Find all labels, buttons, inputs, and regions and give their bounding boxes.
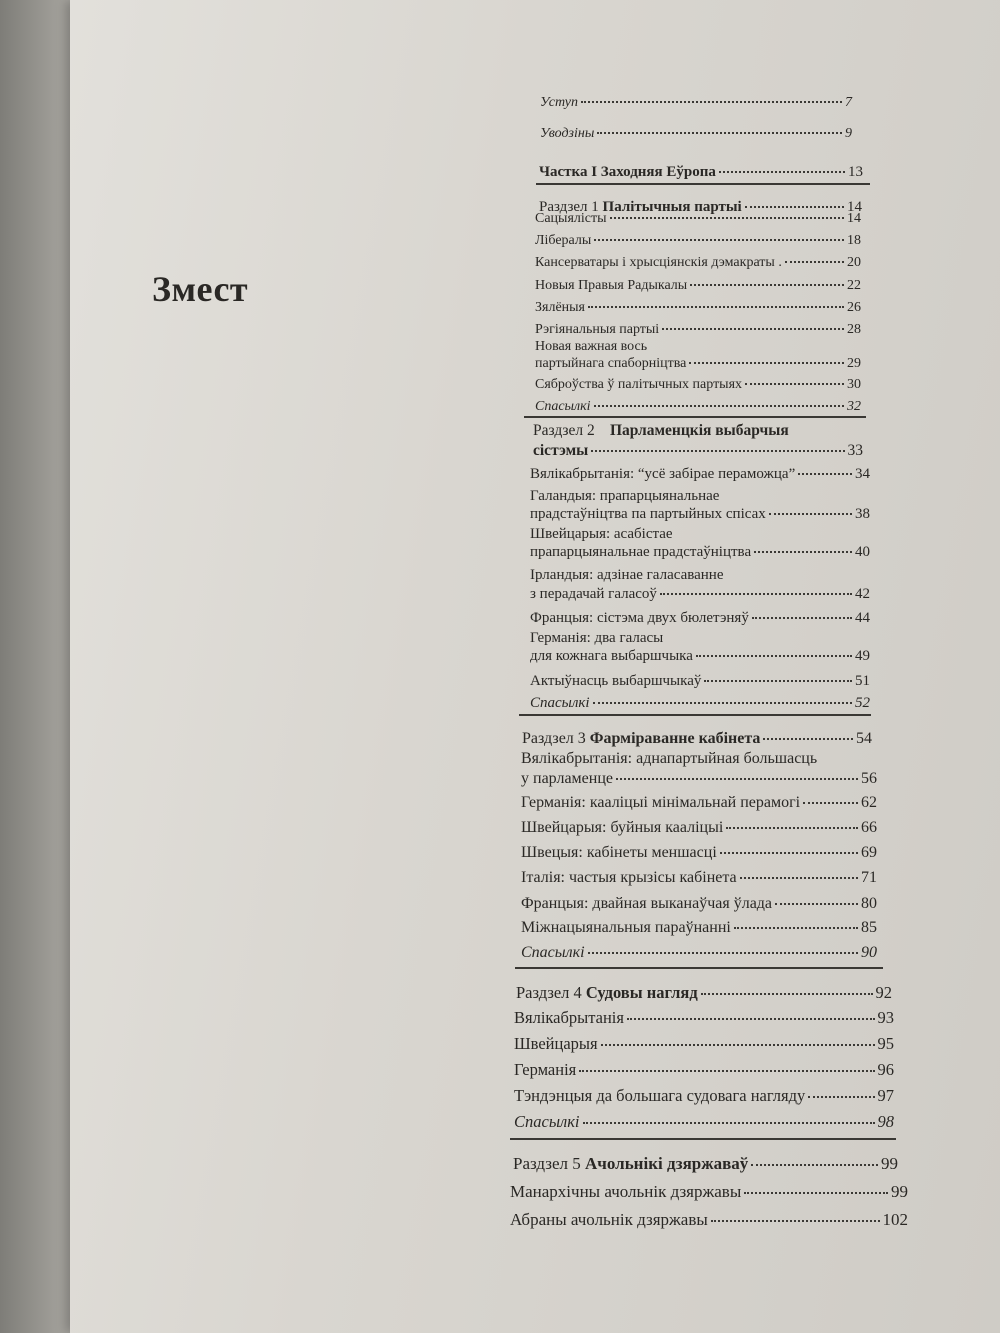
toc-s3-item-7-page-number: 85	[861, 919, 877, 936]
toc-s4-item-4	[514, 1114, 894, 1131]
toc-s4-item-3-leader-dots	[808, 1096, 874, 1098]
toc-s3-item-1-label: у парламенце	[521, 770, 613, 787]
toc-s4-item-0-page-number: 93	[877, 1008, 894, 1027]
toc-s2-item-1: Галандыя: прапарцыянальнае	[530, 488, 720, 504]
toc-s2-item-11-label: Спасылкі	[530, 695, 590, 711]
toc-s3-item-5-page-number: 71	[861, 869, 877, 886]
toc-s1-item-1-label: Лібералы	[535, 233, 592, 248]
toc-s2-item-3: Швейцарыя: асабістае	[530, 526, 673, 542]
toc-section-2-line1: Раздзел 2	[533, 422, 595, 439]
toc-s3-item-2-leader-dots	[803, 802, 858, 804]
toc-s1-item-6: Новая важная вось	[535, 339, 648, 354]
toc-section-2-leader-dots	[591, 450, 844, 452]
toc-s5-item-1-label: Абраны ачольнік дзяржавы	[510, 1210, 708, 1229]
toc-s4-item-2-leader-dots	[579, 1070, 874, 1072]
toc-s1-item-4	[535, 301, 861, 315]
toc-s2-item-11	[530, 696, 870, 711]
toc-s4-item-0	[514, 1010, 894, 1027]
toc-s2-item-6-leader-dots	[660, 593, 852, 595]
toc-s4-item-1	[514, 1036, 894, 1053]
toc-section-3-leader-dots	[763, 738, 853, 740]
toc-s3-item-0: Вялікабрытанія: аднапартыйная большасць	[521, 750, 818, 767]
toc-entry-uvodziny-leader-dots	[597, 132, 842, 134]
toc-s3-item-4	[521, 845, 877, 861]
toc-s1-item-7-leader-dots	[689, 362, 844, 364]
toc-section-2-page-number: 33	[847, 442, 863, 459]
toc-s2-item-6-label: з перадачай галасоў	[530, 586, 657, 602]
toc-s2-item-10-label: Актыўнасць выбаршчыкаў	[530, 673, 702, 689]
toc-section-5	[513, 1155, 898, 1172]
toc-entry-ustup	[540, 96, 852, 110]
toc-s3-item-4-page-number: 69	[861, 844, 877, 861]
toc-section-5-prefix: Раздзел 5	[513, 1154, 586, 1173]
toc-s4-item-4-label: Спасылкі	[514, 1112, 580, 1131]
toc-section-3	[522, 731, 872, 747]
toc-section-1-prefix: Раздзел 1	[539, 199, 603, 215]
toc-s3-item-3	[521, 820, 877, 836]
toc-s1-item-2-leader-dots	[785, 261, 844, 263]
toc-s3-item-6-leader-dots	[775, 903, 858, 905]
toc-section-3-prefix: Раздзел 3	[522, 730, 590, 747]
toc-part-1-page-number: 13	[848, 164, 863, 180]
toc-s1-item-1-leader-dots	[594, 239, 844, 241]
toc-entry-uvodziny	[540, 127, 852, 141]
toc-section-2	[533, 443, 863, 459]
toc-s4-item-2-label: Германія	[514, 1060, 577, 1079]
toc-section-2-title-line1: Парламенцкія выбарчыя	[610, 422, 789, 439]
toc-section-3-label	[522, 731, 760, 747]
toc-s3-item-1-page-number: 56	[861, 770, 877, 787]
toc-s1-item-0	[535, 212, 861, 226]
toc-s3-item-2-page-number: 62	[861, 794, 877, 811]
toc-s2-item-7-page-number: 44	[855, 610, 870, 626]
toc-s2-item-9-page-number: 49	[855, 648, 870, 664]
toc-s2-item-0-label: Вялікабрытанія: “усё забірае пераможца”	[530, 466, 796, 482]
toc-section-4-leader-dots	[701, 993, 873, 995]
toc-s2-item-4-page-number: 40	[855, 544, 870, 560]
toc-part-1	[539, 165, 863, 180]
toc-section-5-page-number: 99	[881, 1154, 898, 1173]
toc-s4-item-0-leader-dots	[627, 1018, 875, 1020]
toc-s1-item-9-page-number: 32	[847, 399, 861, 414]
toc-entry-ustup-leader-dots	[581, 101, 842, 103]
toc-s1-item-4-label: Зялёныя	[535, 300, 585, 315]
toc-s2-item-2-page-number: 38	[855, 506, 870, 522]
toc-s4-item-3-label: Тэндэнцыя да большага судовага нагляду	[514, 1086, 806, 1105]
toc-section-1-leader-dots	[745, 206, 844, 208]
toc-s3-item-7-label: Міжнацыянальныя параўнанні	[521, 919, 731, 936]
part-1-rule	[536, 183, 870, 185]
toc-s3-item-3-leader-dots	[726, 827, 858, 829]
toc-section-3-page-number: 54	[856, 730, 872, 747]
toc-section-1-page-number: 14	[847, 199, 862, 215]
toc-s3-item-2-label: Германія: кааліцыі мінімальнай перамогі	[521, 794, 801, 811]
toc-s1-item-2-page-number: 20	[847, 255, 861, 270]
section-4-rule	[510, 1138, 896, 1140]
toc-s5-item-0	[510, 1183, 908, 1200]
toc-section-2-label: сістэмы	[533, 442, 589, 459]
toc-s1-item-7	[535, 357, 861, 371]
toc-s1-item-8-page-number: 30	[847, 377, 861, 392]
toc-s3-item-5	[521, 870, 877, 886]
toc-s1-item-3-label: Новыя Правыя Радыкалы	[535, 278, 688, 293]
toc-s1-item-1	[535, 234, 861, 248]
toc-s3-item-8-label: Спасылкі	[521, 944, 585, 961]
toc-s3-item-7-leader-dots	[734, 927, 858, 929]
toc-s1-item-3-leader-dots	[690, 284, 844, 286]
toc-s1-item-8-leader-dots	[745, 383, 844, 385]
toc-s1-item-8-label: Сяброўства ў палітычных партыях	[535, 377, 743, 392]
toc-s3-item-5-label: Італія: частыя крызісы кабінета	[521, 869, 737, 886]
toc-s1-item-2	[535, 256, 861, 270]
toc-s2-item-10-leader-dots	[704, 680, 852, 682]
toc-s3-item-3-label: Швейцарыя: буйныя кааліцыі	[521, 819, 724, 836]
toc-section-4-prefix: Раздзел 4	[516, 983, 586, 1002]
toc-s3-item-1-leader-dots	[616, 778, 858, 780]
toc-s4-item-1-leader-dots	[601, 1044, 875, 1046]
toc-s2-item-2	[530, 507, 870, 522]
toc-s1-item-5-label: Рэгіянальныя партыі	[535, 322, 660, 337]
toc-section-3-title: Фарміраванне кабінета	[589, 730, 761, 747]
toc-s1-item-5-page-number: 28	[847, 322, 861, 337]
toc-s1-item-4-leader-dots	[588, 306, 844, 308]
toc-part-1-label: Частка І Заходняя Еўропа	[539, 164, 716, 180]
toc-s1-item-5	[535, 323, 861, 337]
toc-s3-item-1	[521, 771, 877, 787]
toc-s4-item-2-page-number: 96	[877, 1060, 894, 1079]
toc-s1-item-4-page-number: 26	[847, 300, 861, 315]
toc-s3-item-6-page-number: 80	[861, 895, 877, 912]
toc-s2-item-4-leader-dots	[754, 551, 852, 553]
toc-s2-item-7-label: Францыя: сістэма двух бюлетэняў	[530, 610, 749, 626]
toc-s1-item-9	[535, 400, 861, 414]
toc-s2-item-10	[530, 674, 870, 689]
toc-s2-item-7-leader-dots	[752, 617, 852, 619]
toc-s2-item-7	[530, 611, 870, 626]
toc-s3-item-8-page-number: 90	[861, 944, 877, 961]
toc-section-4-title: Судовы нагляд	[585, 983, 698, 1002]
toc-entry-ustup-page-number: 7	[845, 95, 852, 110]
toc-s2-item-5: Ірландыя: адзінае галасаванне	[530, 567, 724, 583]
toc-s2-item-4	[530, 545, 870, 560]
toc-s2-item-0	[530, 467, 870, 482]
toc-s5-item-0-page-number: 99	[891, 1182, 908, 1201]
toc-s1-item-0-leader-dots	[610, 217, 844, 219]
toc-s3-item-6	[521, 896, 877, 912]
toc-s3-item-4-label: Швецыя: кабінеты меншасці	[521, 844, 717, 861]
toc-s3-item-3-page-number: 66	[861, 819, 877, 836]
toc-s2-item-0-page-number: 34	[855, 466, 870, 482]
toc-s5-item-1	[510, 1211, 908, 1228]
toc-s2-item-10-page-number: 51	[855, 673, 870, 689]
toc-s4-item-2	[514, 1062, 894, 1079]
toc-part-1-leader-dots	[719, 171, 845, 173]
toc-s1-item-9-label: Спасылкі	[535, 399, 591, 414]
toc-s1-item-3-page-number: 22	[847, 278, 861, 293]
toc-section-4	[516, 985, 892, 1002]
toc-s1-item-0-page-number: 14	[847, 211, 861, 226]
toc-s1-item-9-leader-dots	[594, 405, 844, 407]
toc-s2-item-0-leader-dots	[798, 473, 852, 475]
toc-s1-item-5-leader-dots	[662, 328, 844, 330]
toc-s2-item-6	[530, 587, 870, 602]
toc-s3-item-4-leader-dots	[720, 852, 858, 854]
toc-s2-item-8: Германія: два галасы	[530, 630, 664, 646]
toc-s2-item-2-leader-dots	[769, 513, 852, 515]
toc-s5-item-0-leader-dots	[744, 1192, 888, 1194]
toc-s3-item-7	[521, 920, 877, 936]
toc-section-5-label	[513, 1155, 748, 1172]
toc-s1-item-3	[535, 279, 861, 293]
toc-s3-item-5-leader-dots	[740, 877, 858, 879]
toc-s2-item-2-label: прадстаўніцтва па партыйных спісах	[530, 506, 766, 522]
toc-entry-ustup-label: Уступ	[540, 95, 578, 110]
toc-section-5-title: Ачольнікі дзяржаваў	[585, 1154, 749, 1173]
toc-s4-item-3	[514, 1088, 894, 1105]
toc-s4-item-1-label: Швейцарыя	[514, 1034, 598, 1053]
toc-s1-item-0-label: Сацыялісты	[535, 211, 607, 226]
toc-entry-uvodziny-label: Уводзіны	[540, 126, 595, 141]
toc-s2-item-4-label: прапарцыянальнае прадстаўніцтва	[530, 544, 752, 560]
toc-s4-item-4-leader-dots	[583, 1122, 875, 1124]
toc-s2-item-6-page-number: 42	[855, 586, 870, 602]
toc-s1-item-7-page-number: 29	[847, 356, 861, 371]
section-3-rule	[515, 967, 883, 969]
toc-s1-item-1-page-number: 18	[847, 233, 861, 248]
toc-s3-item-2	[521, 795, 877, 811]
toc-s4-item-4-page-number: 98	[877, 1112, 894, 1131]
toc-s3-item-8	[521, 945, 877, 961]
toc-s5-item-0-label: Манархічны ачольнік дзяржавы	[510, 1182, 742, 1201]
section-2-rule	[519, 714, 871, 716]
toc-section-4-page-number: 92	[875, 983, 892, 1002]
toc-s5-item-1-leader-dots	[711, 1220, 880, 1222]
toc-section-4-label	[516, 985, 698, 1002]
toc-s4-item-1-page-number: 95	[877, 1034, 894, 1053]
page-title: Змест	[152, 269, 249, 309]
toc-s2-item-9	[530, 649, 870, 664]
toc-s3-item-6-label: Францыя: двайная выканаўчая ўлада	[521, 895, 773, 912]
toc-s1-item-2-label: Кансерватары і хрысціянскія дэмакраты .	[535, 255, 782, 270]
section-1-rule	[524, 416, 866, 418]
toc-s2-item-9-label: для кожнага выбаршчыка	[530, 648, 693, 664]
toc-s5-item-1-page-number: 102	[882, 1210, 908, 1229]
toc-s1-item-7-label: партыйнага спаборніцтва	[535, 356, 687, 371]
toc-s4-item-0-label: Вялікабрытанія	[514, 1008, 624, 1027]
toc-s1-item-8	[535, 378, 861, 392]
toc-entry-uvodziny-page-number: 9	[845, 126, 852, 141]
toc-s2-item-11-leader-dots	[593, 702, 852, 704]
toc-s3-item-8-leader-dots	[588, 952, 858, 954]
toc-s2-item-9-leader-dots	[696, 655, 852, 657]
toc-section-1-title: Палітычныя партыі	[602, 199, 742, 215]
toc-section-5-leader-dots	[751, 1164, 878, 1166]
toc-s4-item-3-page-number: 97	[877, 1086, 894, 1105]
toc-s2-item-11-page-number: 52	[855, 695, 870, 711]
